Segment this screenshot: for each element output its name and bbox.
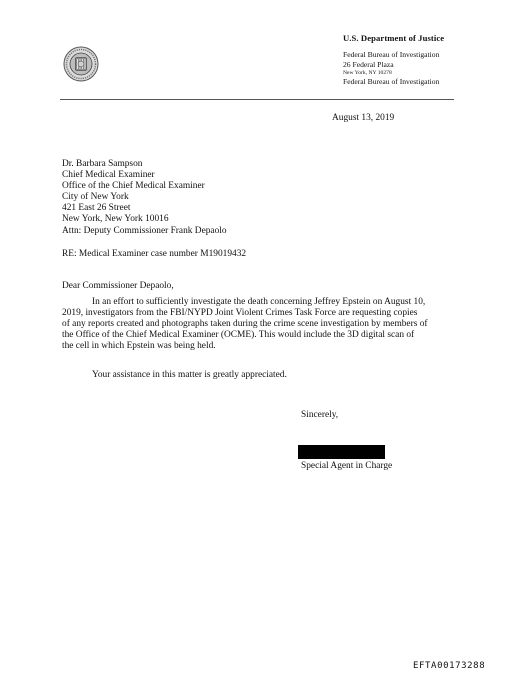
office-line: 26 Federal Plaza [343,59,394,69]
signer-title: Special Agent in Charge [301,461,393,471]
body-paragraph-2: Your assistance in this matter is greatly appreciated. [92,370,287,380]
body-line: 2019, investigators from the FBI/NYPD Joint Violent Crimes Task Force are requesting copies [62,308,418,318]
office-line-cut: Federal Bureau of Investigation [343,77,440,86]
letter-date: August 13, 2019 [332,113,395,123]
office-line: New York, NY 10278 [343,70,392,76]
fbi-seal-icon [63,46,99,82]
body-line: In an effort to sufficiently investigate the death concerning Jeffrey Epstein on August 10, [92,297,426,307]
salutation: Dear Commissioner Depaolo, [62,281,174,291]
body-line: the Office of the Chief Medical Examiner (OCME). This would include the 3D digital scan of [62,330,415,340]
re-line: RE: Medical Examiner case number M19019432 [62,249,247,259]
department-name: U.S. Department of Justice [343,33,445,43]
recipient-line: Chief Medical Examiner [62,170,155,180]
recipient-line: Dr. Barbara Sampson [62,159,143,169]
closing: Sincerely, [301,410,339,420]
office-address [343,50,440,86]
attn-line: Attn: Deputy Commissioner Frank Depaolo [62,226,227,236]
office-line: Federal Bureau of Investigation [343,50,440,59]
body-paragraph [62,297,454,352]
redacted-signature [298,445,385,459]
recipient-line: 421 East 26 Street [62,203,131,213]
bates-number: EFTA00173288 [413,661,486,671]
letterhead-divider [60,99,454,100]
recipient-line: City of New York [62,192,129,202]
body-line: the cell in which Epstein was being held. [62,341,216,351]
recipient-line: New York, New York 10016 [62,214,169,224]
recipient-line: Office of the Chief Medical Examiner [62,181,205,191]
body-line: of any reports created and photographs taken during the crime scene investigation by members of [62,319,428,329]
recipient-block [62,159,205,225]
